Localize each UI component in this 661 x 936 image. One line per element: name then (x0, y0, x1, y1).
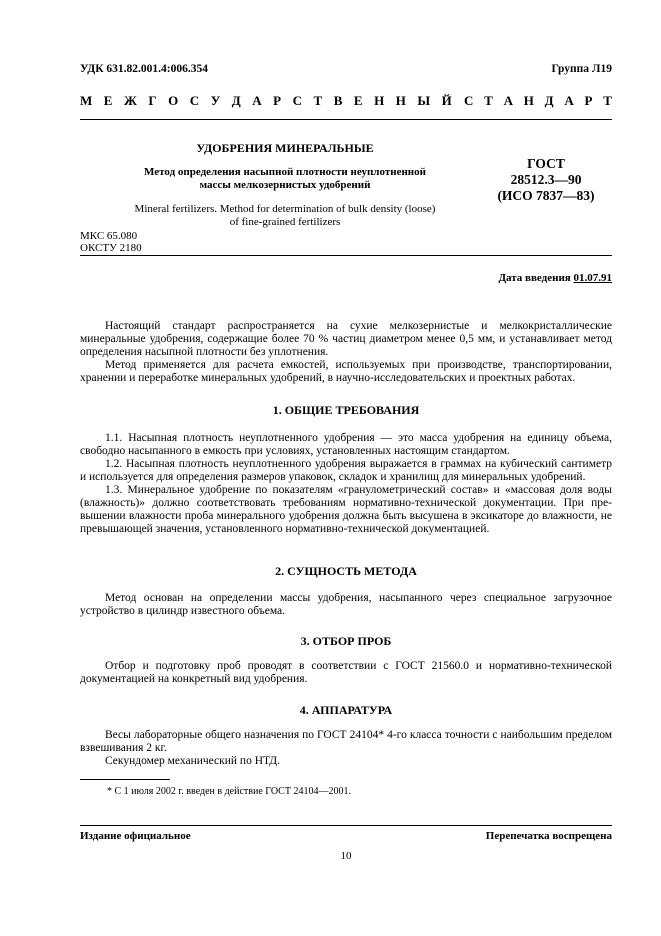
section-1-paragraph-1: 1.1. Насыпная плотность неуплотненного удобрения — это масса удобрения на единицу объема, свободно насыпанного в емкость при условиях, установленных настоящим стандартом. (80, 432, 612, 457)
banner-letter: Т (313, 93, 323, 108)
banner-letter: А (564, 93, 574, 108)
banner-letter: С (189, 93, 200, 108)
section-4-paragraph-1: Весы лабораторные общего назначения по ГОСТ 24104* 4-го класса точности с наибольшим пределом взвешивания 2 кг. (80, 729, 612, 754)
title-rule (80, 255, 612, 256)
section-3-title: 3. ОТБОР ПРОБ (300, 634, 392, 648)
banner-letter: О (168, 93, 179, 108)
intro-paragraph-1: Настоящий стандарт распространяется на сухие мелкозернистые и мелкокристаллические минеральные удобрения, содержащие более 70 % частиц диаметром менее 0,5 мм, и устанавливает метод определения насыпной плотности без уплотнения. (80, 320, 612, 358)
banner-letter: Н (374, 93, 385, 108)
footer-reprint-prohibited: Перепечатка воспрещена (485, 830, 612, 842)
banner-letter: Г (148, 93, 157, 108)
banner-letter: Е (353, 93, 363, 108)
section-4-title: 4. АППАРАТУРА (299, 703, 393, 717)
doc-subtitle-line2: массы мелкозернистых удобрений (199, 179, 371, 191)
banner-letter: Н (395, 93, 406, 108)
udk-code: УДК 631.82.001.4:006.354 (80, 63, 208, 75)
banner-letter: В (333, 93, 343, 108)
doc-subtitle-line1: Метод определения насыпной плотности неуплотненной (144, 166, 426, 178)
banner-letter: Й (441, 93, 452, 108)
banner-letter: Ы (417, 93, 431, 108)
banner-letter: С (464, 93, 474, 108)
footnote-rule (80, 779, 170, 780)
banner-letter: Р (273, 93, 282, 108)
footnote: * С 1 июля 2002 г. введен в действие ГОСТ 24104—2001. (107, 786, 351, 797)
banner-letter: М (80, 93, 93, 108)
doc-title-en-line1: Mineral fertilizers. Method for determination of bulk density (loose) (134, 203, 436, 215)
banner-letter: С (292, 93, 302, 108)
banner-letter: Ж (123, 93, 137, 108)
gost-label: ГОСТ (527, 156, 565, 171)
section-2-body (80, 592, 612, 618)
gost-number: 28512.3—90 (510, 172, 582, 187)
banner-letter: А (252, 93, 262, 108)
section-1-paragraph-2: 1.2. Насыпная плотность неуплотненного удобрения выражается в граммах на кубический сантиметр и используется для определения размеров упаковок, складок и хранилищ для минеральных удобрений. (80, 458, 612, 483)
banner-word-interstate (80, 93, 452, 109)
section-1-body (80, 432, 612, 536)
banner-letter: Н (523, 93, 534, 108)
section-4-body (80, 729, 612, 768)
section-1-paragraph-3: 1.3. Минеральное удобрение по показателям «гранулометрический состав» и «массовая доля воды (влажность)» должно соответствовать требованиям нормативно-технической документации. При превышении влажности проба минерального удобрения должна быть высушена в эксикаторе до влажности, не превышающей значения, установленного нормативно-технической документацией. (80, 484, 612, 535)
iso-number: (ИСО 7837—83) (497, 188, 595, 203)
banner-letter: У (210, 93, 221, 108)
intro-date (498, 272, 612, 285)
footer-rule (80, 825, 612, 826)
banner-letter: А (503, 93, 513, 108)
banner-letter: Т (484, 93, 493, 108)
okstu-code: ОКСТУ 2180 (80, 242, 142, 254)
doc-title-en-line2: of fine-grained fertilizers (229, 216, 341, 228)
footer-official-edition: Издание официальное (80, 830, 191, 842)
intro-date-value: 01.07.91 (573, 272, 612, 284)
intro-block (80, 320, 612, 385)
mks-code: МКС 65.080 (80, 230, 138, 242)
section-3-paragraph-1: Отбор и подготовку проб проводят в соответствии с ГОСТ 21560.0 и нормативно-технической документацией на конкретный вид удобрения. (80, 660, 612, 685)
banner-word-standard (464, 93, 612, 109)
banner-letter: Р (584, 93, 593, 108)
banner-letter: Е (103, 93, 113, 108)
intro-paragraph-2: Метод применяется для расчета емкостей, используемых при производстве, транспортировании, хранении и переработке минеральных удобрений, в научно-исследовательских и проектных работах. (80, 359, 612, 384)
page-number: 10 (340, 850, 352, 862)
banner-rule (80, 119, 612, 120)
section-1-title: 1. ОБЩИЕ ТРЕБОВАНИЯ (272, 403, 420, 417)
standard-banner (80, 93, 612, 109)
intro-date-label: Дата введения (498, 272, 574, 284)
section-4-paragraph-2: Секундомер механический по НТД. (105, 755, 281, 767)
group-code: Группа Л19 (551, 63, 612, 75)
section-2-title: 2. СУЩНОСТЬ МЕТОДА (275, 564, 417, 578)
banner-letter: Д (544, 93, 554, 108)
section-3-body (80, 660, 612, 686)
section-2-paragraph-1: Метод основан на определении массы удобрения, насыпанного через специальное загрузочное устройство в цилиндр известного объема. (80, 592, 612, 617)
banner-letter: Т (603, 93, 612, 108)
doc-title: УДОБРЕНИЯ МИНЕРАЛЬНЫЕ (196, 141, 374, 155)
banner-letter: Д (231, 93, 241, 108)
